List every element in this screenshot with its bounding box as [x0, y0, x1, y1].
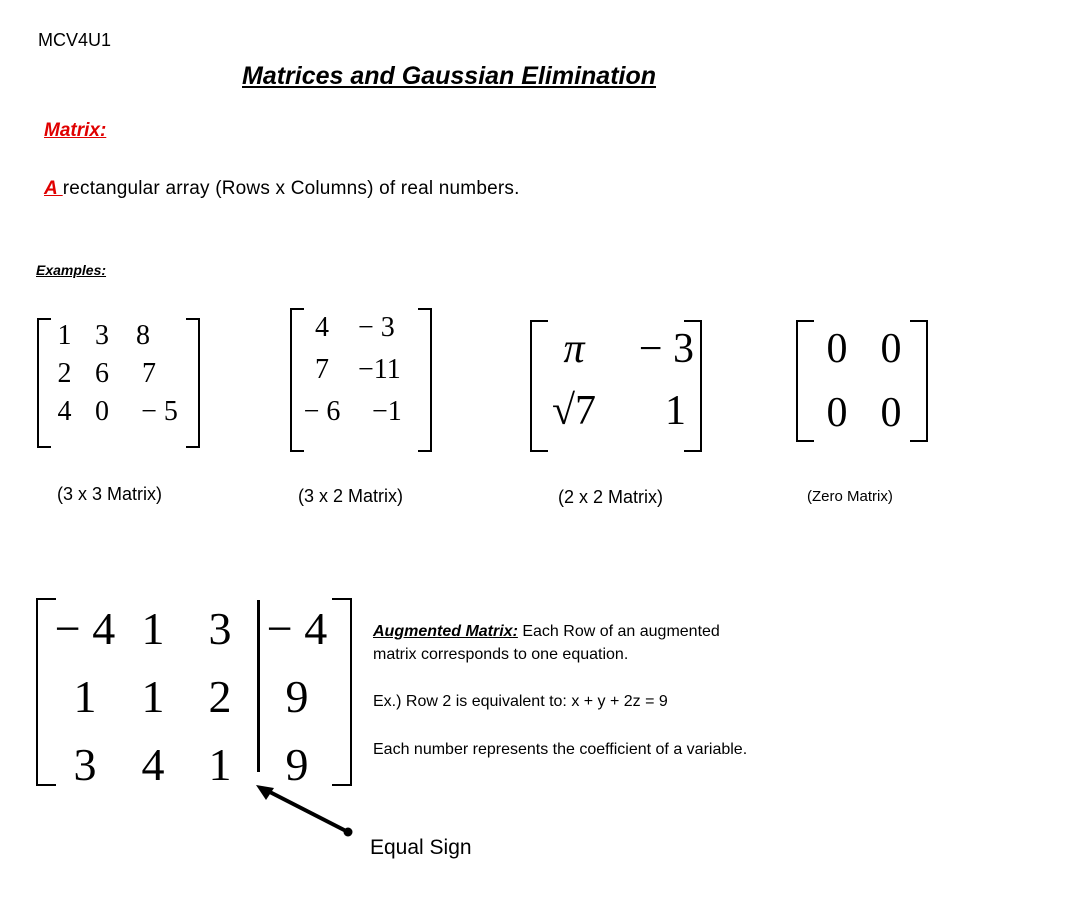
matrix-cell: 2	[208, 671, 232, 722]
augmented-desc-line1: Each Row of an augmented	[517, 623, 720, 640]
matrix-cell: 1	[73, 671, 97, 722]
matrix-cell: 1	[208, 739, 232, 790]
matrix-cell: 0	[880, 326, 902, 372]
augmented-desc-line2: matrix corresponds to one equation.	[373, 646, 629, 663]
matrix-cell: √7	[551, 388, 597, 434]
matrix-cell: − 3	[638, 326, 694, 372]
definition-lead: A	[44, 178, 63, 199]
augmented-example: Ex.) Row 2 is equivalent to: x + y + 2z = 9	[373, 693, 668, 710]
matrix-caption: (3 x 2 Matrix)	[298, 486, 404, 506]
matrix-cell: −11	[358, 354, 401, 385]
matrix-cell: 1	[57, 320, 72, 351]
matrix-cell: 0	[826, 326, 848, 372]
definition-body: rectangular array (Rows x Columns) of real numbers.	[62, 178, 520, 199]
matrix-cell: 1	[141, 671, 165, 722]
matrix-cell: 9	[285, 671, 309, 722]
matrix-cell: − 4	[54, 603, 116, 654]
examples-heading: Examples:	[36, 262, 107, 278]
matrix-zero	[796, 320, 928, 442]
matrix-cell: 1	[665, 388, 686, 434]
matrix-cell: 0	[826, 390, 848, 436]
augmented-description	[373, 623, 720, 641]
equal-sign-label: Equal Sign	[370, 836, 472, 859]
augmented-note: Each number represents the coefficient of a variable.	[373, 741, 748, 758]
equal-sign-arrow	[250, 780, 360, 840]
matrix-cell: 0	[880, 390, 902, 436]
matrix-cell: − 4	[266, 603, 328, 654]
matrix-cell: 8	[136, 320, 150, 351]
matrix-caption: (2 x 2 Matrix)	[558, 487, 664, 507]
matrix-cell: π	[563, 326, 585, 372]
matrix-cell: − 5	[141, 396, 178, 427]
matrix-cell: 3	[95, 320, 109, 351]
matrix-cell: 3	[208, 603, 232, 654]
matrix-cell: −1	[372, 396, 402, 427]
matrix-cell: 9	[285, 739, 309, 790]
matrix-cell: 4	[315, 312, 329, 343]
matrix-3x3	[37, 318, 200, 448]
augmented-matrix	[36, 598, 352, 790]
matrix-cell: 1	[141, 603, 165, 654]
matrix-cell: 7	[142, 358, 156, 389]
augmented-heading: Augmented Matrix:	[373, 623, 518, 640]
matrix-caption: (3 x 3 Matrix)	[57, 484, 163, 504]
course-code: MCV4U1	[38, 30, 112, 50]
matrix-3x2	[290, 308, 432, 452]
matrix-cell: 2	[57, 358, 72, 389]
page-title: Matrices and Gaussian Elimination	[242, 62, 657, 90]
definition-term: Matrix:	[44, 120, 107, 141]
matrix-cell: 7	[315, 354, 329, 385]
matrix-cell: 4	[141, 739, 165, 790]
matrix-caption: (Zero Matrix)	[807, 488, 893, 505]
matrix-cell: 6	[95, 358, 109, 389]
matrix-2x2	[530, 320, 702, 452]
matrix-cell: 0	[95, 396, 109, 427]
matrix-cell: − 6	[303, 396, 341, 427]
matrix-cell: 4	[57, 396, 72, 427]
matrix-cell: 3	[73, 739, 97, 790]
matrix-cell: − 3	[358, 312, 395, 343]
definition-text	[44, 178, 520, 200]
